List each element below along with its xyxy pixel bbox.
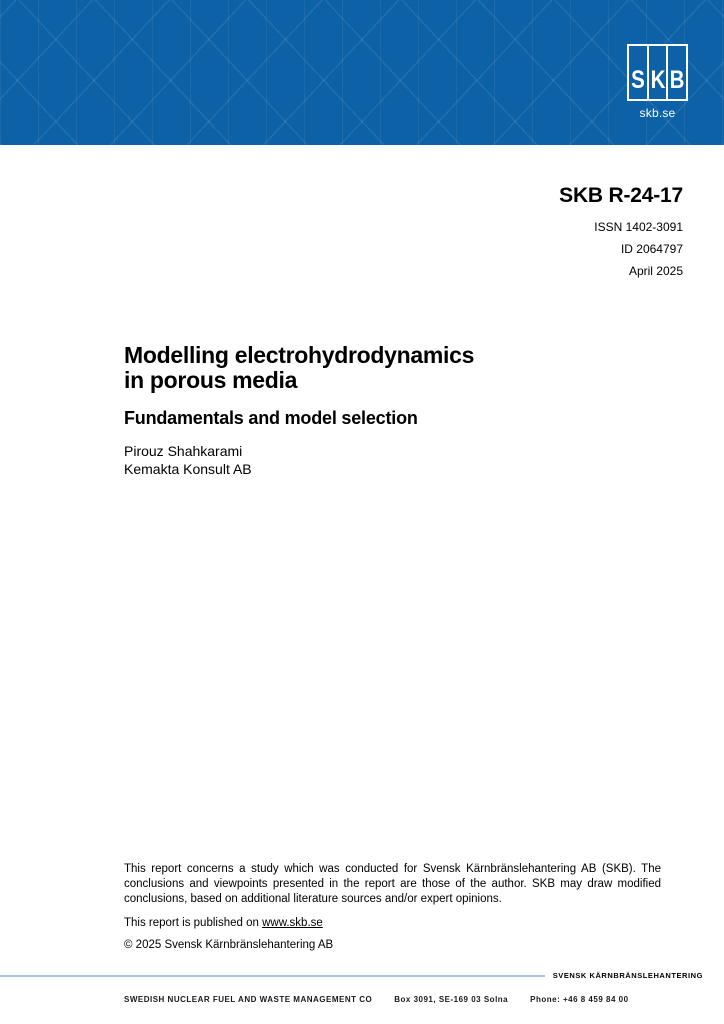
report-title-line1: Modelling electrohydrodynamics <box>124 342 475 368</box>
footer-address-line <box>124 995 684 1004</box>
copyright-line: © 2025 Svensk Kärnbränslehantering AB <box>124 939 334 951</box>
report-title-line2: in porous media <box>124 367 298 393</box>
author-block <box>124 442 604 478</box>
report-issn: ISSN 1402-3091 <box>594 220 683 234</box>
published-prefix: This report is published on <box>124 917 263 929</box>
author-affiliation: Kemakta Konsult AB <box>124 461 252 477</box>
footer-phone: Phone: +46 8 459 84 00 <box>530 995 629 1004</box>
header-banner <box>0 0 724 145</box>
report-number: SKB R-24-17 <box>559 184 683 207</box>
footer-brand: SVENSK KÄRNBRÄNSLEHANTERING <box>552 971 703 980</box>
disclaimer-paragraph: This report concerns a study which was conducted for Svensk Kärnbränslehantering AB (SKB). The conclusions and viewpoints presented in the report are those of the author. SKB may draw modified conclusions, based on additional literature sources and/or expert opinions. <box>124 863 661 905</box>
footer-divider <box>0 975 545 977</box>
report-id: ID 2064797 <box>620 242 683 256</box>
logo-letter-b: B <box>669 66 685 94</box>
skb-website-link[interactable]: www.skb.se <box>262 917 323 929</box>
skb-logo-block <box>627 44 688 120</box>
report-date: April 2025 <box>628 264 683 278</box>
author-name: Pirouz Shahkarami <box>124 443 243 459</box>
skb-logo <box>627 44 688 101</box>
logo-letter-s: S <box>630 66 645 94</box>
report-meta <box>559 216 683 282</box>
report-info-block <box>559 184 683 282</box>
disclaimer-block <box>124 862 661 953</box>
logo-bar <box>668 46 686 99</box>
report-subtitle: Fundamentals and model selection <box>124 408 418 428</box>
footer-company: SWEDISH NUCLEAR FUEL AND WASTE MANAGEMENT CO <box>124 995 373 1004</box>
logo-bar <box>649 46 667 99</box>
footer-brand-row <box>0 969 703 982</box>
logo-letter-k: K <box>650 66 665 94</box>
logo-bar <box>629 46 647 99</box>
title-block <box>124 343 604 478</box>
report-title <box>124 343 604 393</box>
footer-postal-address: Box 3091, SE-169 03 Solna <box>394 995 509 1004</box>
skb-url-label: skb.se <box>639 106 676 120</box>
published-line <box>124 916 661 931</box>
